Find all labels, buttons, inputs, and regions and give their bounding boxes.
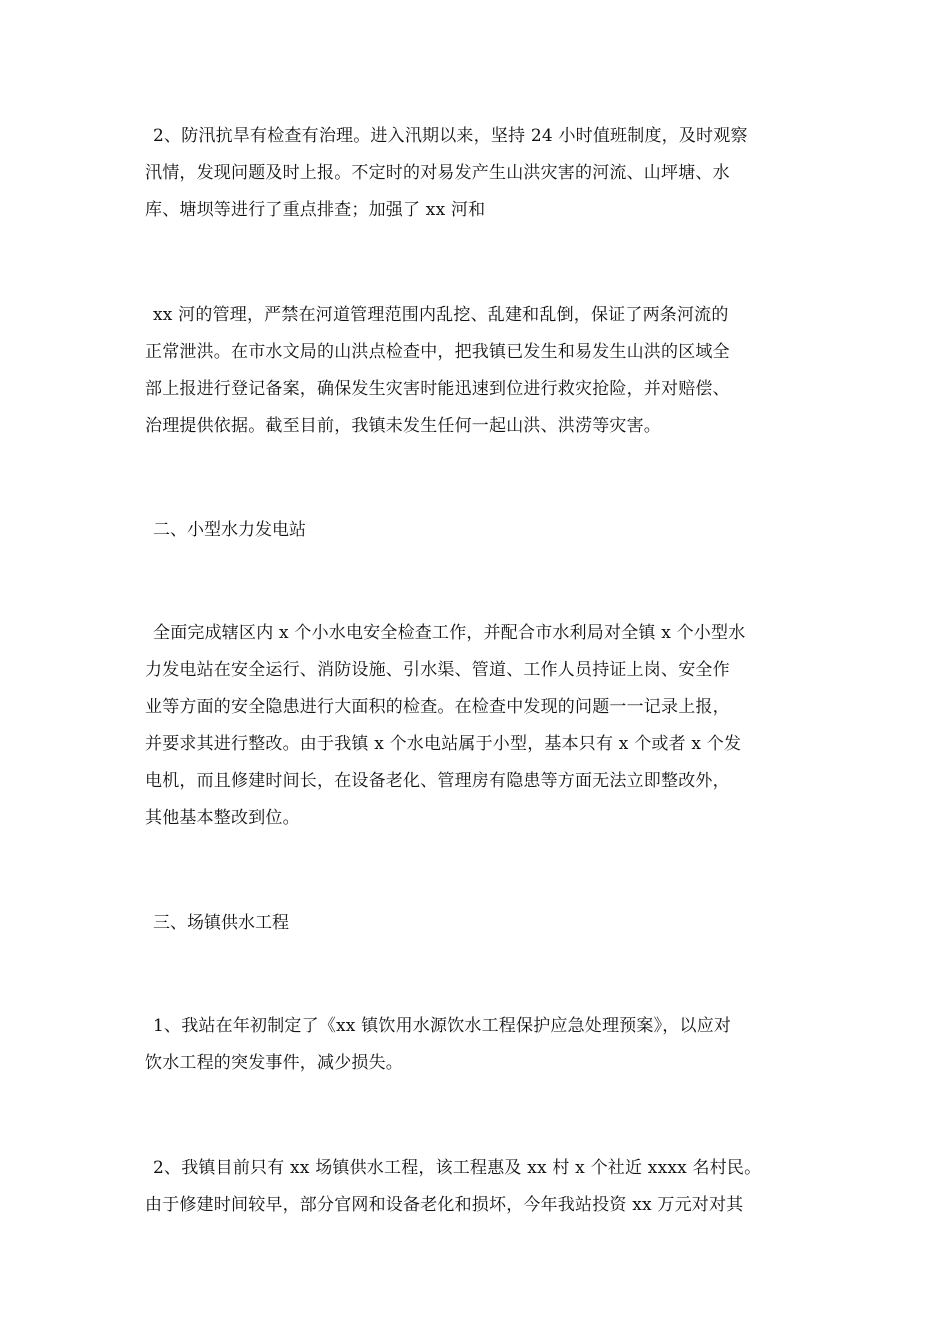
text-line: 电机，而且修建时间长，在设备老化、管理房有隐患等方面无法立即整改外， bbox=[145, 771, 730, 791]
paragraph-flood-control bbox=[145, 118, 810, 229]
paragraph-hydropower-inspection bbox=[145, 615, 810, 837]
text-line: 并要求其进行整改。由于我镇 x 个水电站属于小型，基本只有 x 个或者 x 个发 bbox=[145, 734, 742, 754]
text-line: 业等方面的安全隐患进行大面积的检查。在检查中发现的问题一一记录上报， bbox=[145, 697, 730, 717]
text-line: 汛情，发现问题及时上报。不定时的对易发产生山洪灾害的河流、山坪塘、水 bbox=[145, 163, 730, 183]
text-line: 力发电站在安全运行、消防设施、引水渠、管道、工作人员持证上岗、安全作 bbox=[145, 660, 730, 680]
text-line: 全面完成辖区内 x 个小水电安全检查工作，并配合市水利局对全镇 x 个小型水 bbox=[153, 623, 746, 643]
paragraph-water-project bbox=[145, 1150, 810, 1224]
section-heading-water-supply: 三、场镇供水工程 bbox=[153, 913, 289, 933]
text-line: 由于修建时间较早，部分官网和设备老化和损坏，今年我站投资 xx 万元对对其 bbox=[145, 1195, 744, 1215]
text-line: 部上报进行登记备案，确保发生灾害时能迅速到位进行救灾抢险，并对赔偿、 bbox=[145, 379, 730, 399]
section-heading-hydropower: 二、小型水力发电站 bbox=[153, 520, 306, 540]
text-line: 治理提供依据。截至目前，我镇未发生任何一起山洪、洪涝等灾害。 bbox=[145, 416, 661, 436]
text-line: xx 河的管理，严禁在河道管理范围内乱挖、乱建和乱倒，保证了两条河流的 bbox=[153, 305, 729, 325]
paragraph-river-management bbox=[145, 297, 810, 445]
text-line: 其他基本整改到位。 bbox=[145, 808, 300, 828]
text-line: 正常泄洪。在市水文局的山洪点检查中，把我镇已发生和易发生山洪的区域全 bbox=[145, 342, 730, 362]
text-line: 2、我镇目前只有 xx 场镇供水工程，该工程惠及 xx 村 x 个社近 xxxx 名村民。 bbox=[153, 1158, 762, 1178]
paragraph-emergency-plan bbox=[145, 1008, 810, 1082]
text-line: 饮水工程的突发事件，减少损失。 bbox=[145, 1053, 403, 1073]
text-line: 库、塘坝等进行了重点排查；加强了 xx 河和 bbox=[145, 200, 486, 220]
text-line: 2、防汛抗旱有检查有治理。进入汛期以来，坚持 24 小时值班制度，及时观察 bbox=[153, 126, 748, 146]
text-line: 1、我站在年初制定了《xx 镇饮用水源饮水工程保护应急处理预案》，以应对 bbox=[153, 1016, 732, 1036]
